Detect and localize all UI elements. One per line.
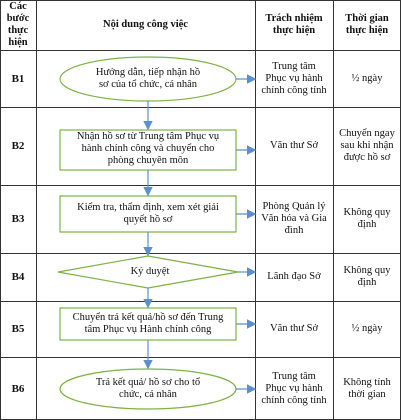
time-b1: ½ ngày [351, 72, 383, 84]
step-label-b2: B2 [11, 140, 25, 152]
step-label-b1: B1 [11, 72, 25, 85]
responsible-b4: Lãnh đạo Sở [267, 271, 321, 282]
step-content-b2: Nhận hồ sơ từ Trung tâm Phục vụ hành chính công và chuyển cho phòng chuyên môn [76, 131, 220, 166]
responsible-b1: Trung tâm Phục vụ hành chính công tỉnh [261, 60, 327, 96]
step-label-b3: B3 [11, 213, 25, 225]
header-responsible: Trách nhiệm thực hiện [265, 13, 323, 36]
responsible-b6: Trung tâm Phục vụ hành chính công tỉnh [261, 370, 327, 406]
step-content-b4: Ký duyệt [130, 266, 170, 277]
step-label-b4: B4 [11, 271, 25, 283]
time-b5: ½ ngày [351, 323, 383, 334]
responsible-b3: Phòng Quản lý Văn hóa và Gia đình [261, 201, 327, 236]
time-b3: Không quy định [343, 207, 391, 230]
responsible-b2: Văn thư Sở [270, 140, 318, 151]
step-label-b5: B5 [11, 323, 25, 335]
step-content-b1: Hướng dẫn, tiếp nhận hồ sơ của tổ chức, cá nhân [95, 67, 201, 90]
step-content-b6: Trả kết quả/ hồ sơ cho tổ chức, cá nhân [95, 377, 201, 400]
step-content-b5: Chuyển trả kết quả/hồ sơ đến Trung tâm Phục vụ Hành chính công [72, 312, 224, 335]
header-time: Thời gian thực hiện [345, 13, 389, 36]
header-step: Các bước thực hiện [6, 1, 30, 48]
step-label-b6: B6 [11, 382, 25, 395]
time-b4: Không quy định [343, 265, 391, 288]
header-content: Nội dung công việc [103, 19, 188, 30]
time-b6: Không tính thời gian [343, 376, 391, 400]
step-content-b3: Kiểm tra, thẩm định, xem xét giải quyết hồ sơ [77, 202, 219, 225]
time-b2: Chuyển ngay sau khi nhận được hồ sơ [339, 128, 395, 163]
responsible-b5: Văn thư Sở [270, 323, 318, 334]
